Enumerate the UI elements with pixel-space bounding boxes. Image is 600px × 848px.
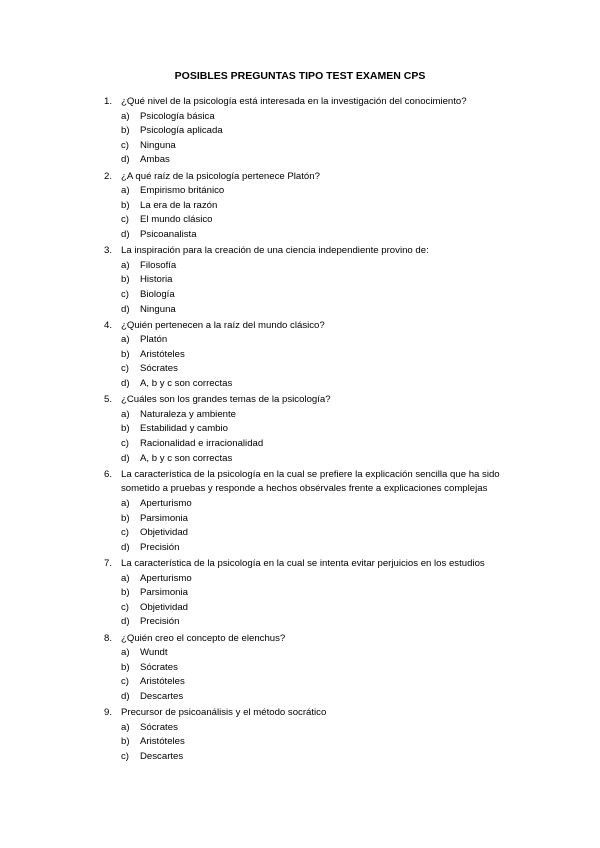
option-letter: b) <box>121 736 130 748</box>
option-letter: d) <box>121 690 130 702</box>
option-letter: d) <box>121 616 130 628</box>
option-text: A, b y c son correctas <box>140 378 233 390</box>
option-text: Sócrates <box>140 363 178 375</box>
option-text: Wundt <box>140 647 168 659</box>
question-number: 4. <box>104 319 113 331</box>
answer-option <box>104 139 514 154</box>
answer-option <box>104 184 514 199</box>
answer-option <box>104 408 514 423</box>
question-number: 5. <box>104 394 113 406</box>
option-letter: d) <box>121 378 130 390</box>
option-letter: b) <box>121 125 130 137</box>
option-letter: d) <box>121 228 130 240</box>
option-text: Ninguna <box>140 139 176 151</box>
answer-option <box>104 541 514 556</box>
question-7 <box>104 557 514 630</box>
question-list <box>104 95 514 766</box>
question-2 <box>104 170 514 243</box>
option-letter: d) <box>121 452 130 464</box>
option-text: Biología <box>140 288 175 300</box>
question-text: La característica de la psicología en la cual se prefiere la explicación sencilla que ha sido sometido a pruebas y responde a hechos obsérvales frente a explicaciones complejas <box>121 468 500 495</box>
answer-option <box>104 213 514 228</box>
option-letter: b) <box>121 199 130 211</box>
question-9 <box>104 706 514 764</box>
option-text: Psicoanalista <box>140 228 197 240</box>
answer-option <box>104 661 514 676</box>
answer-option <box>104 288 514 303</box>
question-row <box>104 706 514 721</box>
answer-option <box>104 572 514 587</box>
answer-option <box>104 512 514 527</box>
question-text: ¿Qué nivel de la psicología está interesada en la investigación del conocimiento? <box>121 96 467 107</box>
option-letter: a) <box>121 498 130 509</box>
option-text: Sócrates <box>140 661 178 673</box>
option-text: Naturaleza y ambiente <box>140 408 236 420</box>
question-text: La inspiración para la creación de una ciencia independiente provino de: <box>121 245 429 257</box>
answer-option <box>104 303 514 318</box>
question-text: ¿A qué raíz de la psicología pertenece Platón? <box>121 170 320 182</box>
answer-option <box>104 199 514 214</box>
question-number: 8. <box>104 632 113 644</box>
option-text: Precisión <box>140 541 180 553</box>
answer-option <box>104 452 514 467</box>
option-text: Estabilidad y cambio <box>140 423 228 435</box>
option-letter: b) <box>121 274 130 286</box>
option-letter: b) <box>121 348 130 360</box>
answer-option <box>104 437 514 452</box>
question-row <box>104 95 514 110</box>
question-number: 9. <box>104 707 113 719</box>
answer-option <box>104 333 514 348</box>
option-text: Sócrates <box>140 721 178 733</box>
option-letter: a) <box>121 572 130 584</box>
option-letter: a) <box>121 647 130 659</box>
option-text: Parsimonia <box>140 587 188 599</box>
question-text: ¿Quién pertenecen a la raíz del mundo clásico? <box>121 319 325 331</box>
option-letter: b) <box>121 661 130 673</box>
answer-option <box>104 362 514 377</box>
question-number: 1. <box>104 96 113 107</box>
option-letter: a) <box>121 721 130 733</box>
option-text: Aperturismo <box>140 572 192 584</box>
question-row <box>104 557 514 572</box>
answer-option <box>104 153 514 168</box>
option-text: Parsimonia <box>140 512 188 524</box>
option-text: El mundo clásico <box>140 214 213 226</box>
option-letter: c) <box>121 363 129 375</box>
option-letter: d) <box>121 303 130 315</box>
option-text: Historia <box>140 274 173 286</box>
question-4 <box>104 319 514 392</box>
option-text: Objetividad <box>140 601 188 613</box>
question-text: La característica de la psicología en la cual se intenta evitar perjuicios en los estudios <box>121 557 485 569</box>
answer-option <box>104 735 514 750</box>
question-3 <box>104 244 514 317</box>
answer-option <box>104 497 514 512</box>
option-text: Ambas <box>140 154 170 166</box>
option-letter: c) <box>121 750 129 762</box>
option-text: Aperturismo <box>140 498 192 509</box>
option-text: Ninguna <box>140 303 176 315</box>
page-title: POSIBLES PREGUNTAS TIPO TEST EXAMEN CPS <box>174 70 426 82</box>
question-number: 7. <box>104 557 113 569</box>
question-5 <box>104 393 514 466</box>
question-number: 2. <box>104 170 113 182</box>
option-text: Aristóteles <box>140 736 185 748</box>
option-text: Platón <box>140 334 168 346</box>
option-letter: a) <box>121 334 130 346</box>
question-text: ¿Cuáles son los grandes temas de la psicología? <box>121 394 331 406</box>
option-text: Precisión <box>140 616 180 628</box>
option-letter: b) <box>121 587 130 599</box>
option-text: Racionalidad e irracionalidad <box>140 438 264 450</box>
option-letter: a) <box>121 185 130 197</box>
option-letter: c) <box>121 214 129 226</box>
question-1 <box>104 95 514 168</box>
option-text: Aristóteles <box>140 676 185 688</box>
answer-option <box>104 601 514 616</box>
answer-option <box>104 348 514 363</box>
option-text: Empirismo británico <box>140 185 225 197</box>
question-row <box>104 393 514 408</box>
answer-option <box>104 228 514 243</box>
option-letter: c) <box>121 139 129 151</box>
question-text: ¿Quién creo el concepto de elenchus? <box>121 632 286 644</box>
question-row <box>104 319 514 334</box>
option-letter: a) <box>121 408 130 420</box>
answer-option <box>104 377 514 392</box>
question-row <box>104 244 514 259</box>
option-text: Psicología básica <box>140 110 215 122</box>
question-number: 6. <box>104 468 113 480</box>
answer-option <box>104 526 514 541</box>
option-letter: c) <box>121 288 129 300</box>
answer-option <box>104 259 514 274</box>
option-letter: c) <box>121 601 129 613</box>
option-letter: b) <box>121 423 130 435</box>
question-row <box>104 632 514 647</box>
answer-option <box>104 721 514 736</box>
option-text: Descartes <box>140 690 184 702</box>
option-text: La era de la razón <box>140 199 218 211</box>
question-6 <box>104 468 514 556</box>
question-row <box>104 170 514 185</box>
question-row <box>104 468 514 497</box>
option-text: A, b y c son correctas <box>140 452 233 464</box>
option-letter: a) <box>121 259 130 271</box>
answer-option <box>104 124 514 139</box>
option-letter: d) <box>121 541 130 553</box>
option-letter: c) <box>121 438 129 450</box>
answer-option <box>104 586 514 601</box>
option-letter: a) <box>121 110 130 122</box>
question-text: Precursor de psicoanálisis y el método socrático <box>121 707 327 719</box>
answer-option <box>104 110 514 125</box>
option-text: Descartes <box>140 750 184 762</box>
answer-option <box>104 646 514 661</box>
option-text: Aristóteles <box>140 348 185 360</box>
answer-option <box>104 422 514 437</box>
answer-option <box>104 273 514 288</box>
answer-option <box>104 675 514 690</box>
option-text: Psicología aplicada <box>140 125 223 137</box>
option-letter: c) <box>121 676 129 688</box>
option-letter: c) <box>121 527 129 539</box>
answer-option <box>104 615 514 630</box>
option-letter: d) <box>121 154 130 166</box>
option-letter: b) <box>121 512 130 524</box>
answer-option <box>104 690 514 705</box>
question-8 <box>104 632 514 705</box>
option-text: Filosofía <box>140 259 177 271</box>
answer-option <box>104 750 514 765</box>
question-number: 3. <box>104 245 113 257</box>
option-text: Objetividad <box>140 527 188 539</box>
